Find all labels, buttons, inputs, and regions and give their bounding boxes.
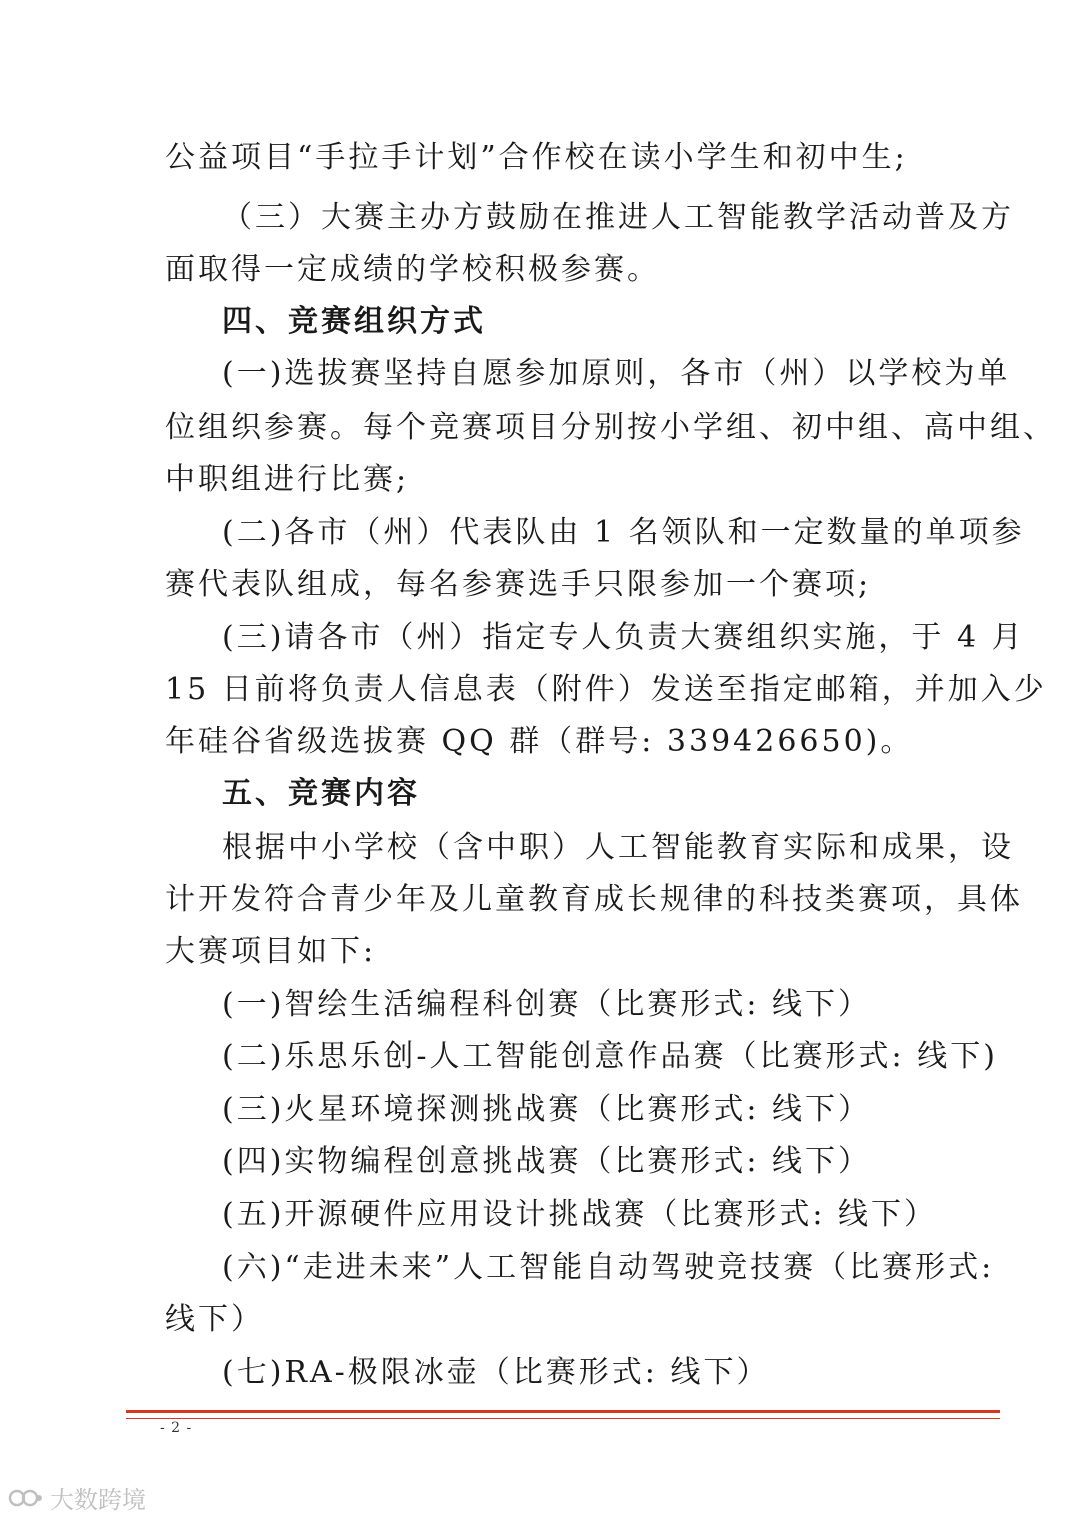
list-item: (五)开源硬件应用设计挑战赛（比赛形式: 线下） xyxy=(222,1197,938,1232)
body-line: 中职组进行比赛; xyxy=(165,462,410,497)
list-item-continuation: 线下） xyxy=(165,1302,264,1337)
body-line: 面取得一定成绩的学校积极参赛。 xyxy=(165,252,660,287)
body-line: (一)选拔赛坚持自愿参加原则，各市（州）以学校为单 xyxy=(222,356,1011,391)
section-heading: 五、竞赛内容 xyxy=(222,776,420,811)
body-line: （三）大赛主办方鼓励在推进人工智能教学活动普及方 xyxy=(222,200,1014,235)
body-line: 位组织参赛。每个竞赛项目分别按小学组、初中组、高中组、 xyxy=(165,410,1056,445)
watermark-text: 大数跨境 xyxy=(50,1486,146,1514)
footer-rule-thick xyxy=(126,1410,1000,1413)
list-item: (七)RA-极限冰壶（比赛形式: 线下） xyxy=(222,1355,770,1390)
body-line: 15 日前将负责人信息表（附件）发送至指定邮箱，并加入少 xyxy=(165,672,1047,707)
list-item: (三)火星环境探测挑战赛（比赛形式: 线下） xyxy=(222,1092,872,1127)
watermark xyxy=(8,1480,146,1515)
body-line: (二)各市（州）代表队由 1 名领队和一定数量的单项参 xyxy=(222,515,1025,550)
body-line: 年硅谷省级选拔赛 QQ 群（群号: 339426650)。 xyxy=(165,724,914,759)
body-line: (三)请各市（州）指定专人负责大赛组织实施，于 4 月 xyxy=(222,620,1025,655)
body-line: 赛代表队组成，每名参赛选手只限参加一个赛项; xyxy=(165,567,872,602)
body-line: 计开发符合青少年及儿童教育成长规律的科技类赛项，具体 xyxy=(165,882,1023,917)
body-line: 大赛项目如下: xyxy=(165,934,377,969)
watermark-logo-icon xyxy=(8,1487,44,1509)
list-item: (一)智绘生活编程科创赛（比赛形式: 线下） xyxy=(222,987,872,1022)
section-heading: 四、竞赛组织方式 xyxy=(222,304,486,339)
body-line: 根据中小学校（含中职）人工智能教育实际和成果，设 xyxy=(222,830,1014,865)
list-item: (四)实物编程创意挑战赛（比赛形式: 线下） xyxy=(222,1144,872,1179)
list-item: (六)“走进未来”人工智能自动驾驶竞技赛（比赛形式: xyxy=(222,1250,995,1285)
list-item: (二)乐思乐创-人工智能创意作品赛（比赛形式: 线下) xyxy=(222,1039,998,1074)
footer-rule-thin xyxy=(126,1418,1000,1419)
body-line: 公益项目“手拉手计划”合作校在读小学生和初中生; xyxy=(165,140,908,175)
page-number: - 2 - xyxy=(160,1420,193,1436)
